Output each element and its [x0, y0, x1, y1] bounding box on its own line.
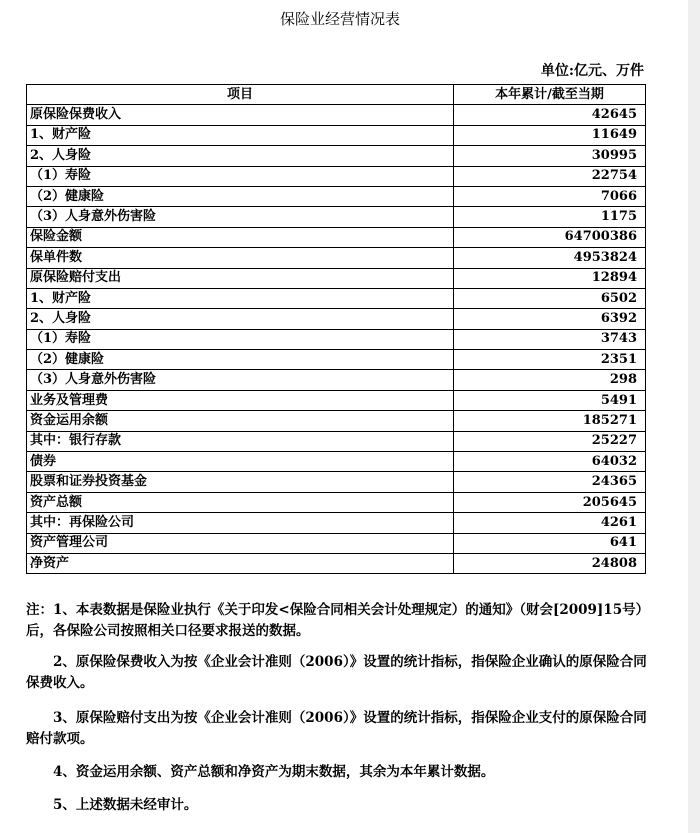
row-label: 1、财产险 — [27, 288, 454, 308]
row-label: 资产总额 — [27, 492, 454, 512]
table-row — [27, 553, 646, 573]
footnotes — [26, 600, 652, 816]
table-row — [27, 207, 646, 227]
row-label: 2、人身险 — [27, 146, 454, 166]
row-value: 185271 — [454, 411, 646, 431]
row-value: 64700386 — [454, 227, 646, 247]
page-title: 保险业经营情况表 — [279, 10, 400, 28]
row-value: 24365 — [454, 472, 646, 492]
row-label: （1）寿险 — [27, 166, 454, 186]
table-row — [27, 227, 646, 247]
row-label: 原保险保费收入 — [27, 105, 454, 125]
row-label: （3）人身意外伤害险 — [27, 370, 454, 390]
row-label: 保险金额 — [27, 227, 454, 247]
table-row — [27, 268, 646, 288]
table-row — [27, 166, 646, 186]
row-label: 净资产 — [27, 553, 454, 573]
row-value: 3743 — [454, 329, 646, 349]
table-row — [27, 146, 646, 166]
unit-label: 单位:亿元、万件 — [540, 63, 644, 79]
row-value: 64032 — [454, 452, 646, 472]
note-3: 3、原保险赔付支出为按《企业会计准则（2006）》设置的统计指标，指保险企业支付的原保险合同赔付款项。 — [26, 710, 647, 747]
table-row — [27, 533, 646, 553]
row-value: 298 — [454, 370, 646, 390]
table-row — [27, 248, 646, 268]
row-value: 2351 — [454, 350, 646, 370]
row-value: 641 — [454, 533, 646, 553]
row-label: （1）寿险 — [27, 329, 454, 349]
row-value: 4261 — [454, 513, 646, 533]
row-value: 12894 — [454, 268, 646, 288]
row-label: 债券 — [27, 452, 454, 472]
table-row — [27, 309, 646, 329]
table-row — [27, 411, 646, 431]
table-row — [27, 350, 646, 370]
row-value: 4953824 — [454, 248, 646, 268]
row-value: 30995 — [454, 146, 646, 166]
row-label: （3）人身意外伤害险 — [27, 207, 454, 227]
row-value: 25227 — [454, 431, 646, 451]
row-value: 1175 — [454, 207, 646, 227]
note-4: 4、资金运用余额、资产总额和净资产为期末数据，其余为本年累计数据。 — [53, 764, 495, 780]
note-2: 2、原保险保费收入为按《企业会计准则（2006）》设置的统计指标，指保险企业确认的原保险合同保费收入。 — [26, 654, 647, 691]
table-header-row — [27, 85, 646, 105]
table-row — [27, 431, 646, 451]
row-value: 6392 — [454, 309, 646, 329]
row-label: 资金运用余额 — [27, 411, 454, 431]
row-value: 22754 — [454, 166, 646, 186]
table-row — [27, 105, 646, 125]
row-label: 业务及管理费 — [27, 390, 454, 410]
table-row — [27, 513, 646, 533]
row-label: 2、人身险 — [27, 309, 454, 329]
row-value: 5491 — [454, 390, 646, 410]
note-1: 注：1、本表数据是保险业执行《关于印发<保险合同相关会计处理规定）的通知》（财会[2009]15号）后，各保险公司按照相关口径要求报送的数据。 — [26, 602, 650, 639]
insurance-operations-table — [26, 84, 646, 574]
row-label: 原保险赔付支出 — [27, 268, 454, 288]
row-value: 6502 — [454, 288, 646, 308]
table-row — [27, 472, 646, 492]
table-row — [27, 390, 646, 410]
row-label: 其中：银行存款 — [27, 431, 454, 451]
row-value: 24808 — [454, 553, 646, 573]
row-value: 7066 — [454, 186, 646, 206]
row-label: 保单件数 — [27, 248, 454, 268]
row-label: （2）健康险 — [27, 186, 454, 206]
table-row — [27, 370, 646, 390]
table-row — [27, 329, 646, 349]
row-value: 205645 — [454, 492, 646, 512]
row-label: 资产管理公司 — [27, 533, 454, 553]
row-value: 11649 — [454, 125, 646, 145]
table-row — [27, 288, 646, 308]
row-label: 其中：再保险公司 — [27, 513, 454, 533]
row-label: （2）健康险 — [27, 350, 454, 370]
row-label: 股票和证券投资基金 — [27, 472, 454, 492]
note-5: 5、上述数据未经审计。 — [53, 797, 198, 813]
table-row — [27, 452, 646, 472]
table-row — [27, 492, 646, 512]
column-header-item: 项目 — [27, 85, 454, 105]
row-label: 1、财产险 — [27, 125, 454, 145]
column-header-value: 本年累计/截至当期 — [454, 85, 646, 105]
table-row — [27, 186, 646, 206]
page-margin-strip — [688, 0, 700, 833]
table-row — [27, 125, 646, 145]
row-value: 42645 — [454, 105, 646, 125]
